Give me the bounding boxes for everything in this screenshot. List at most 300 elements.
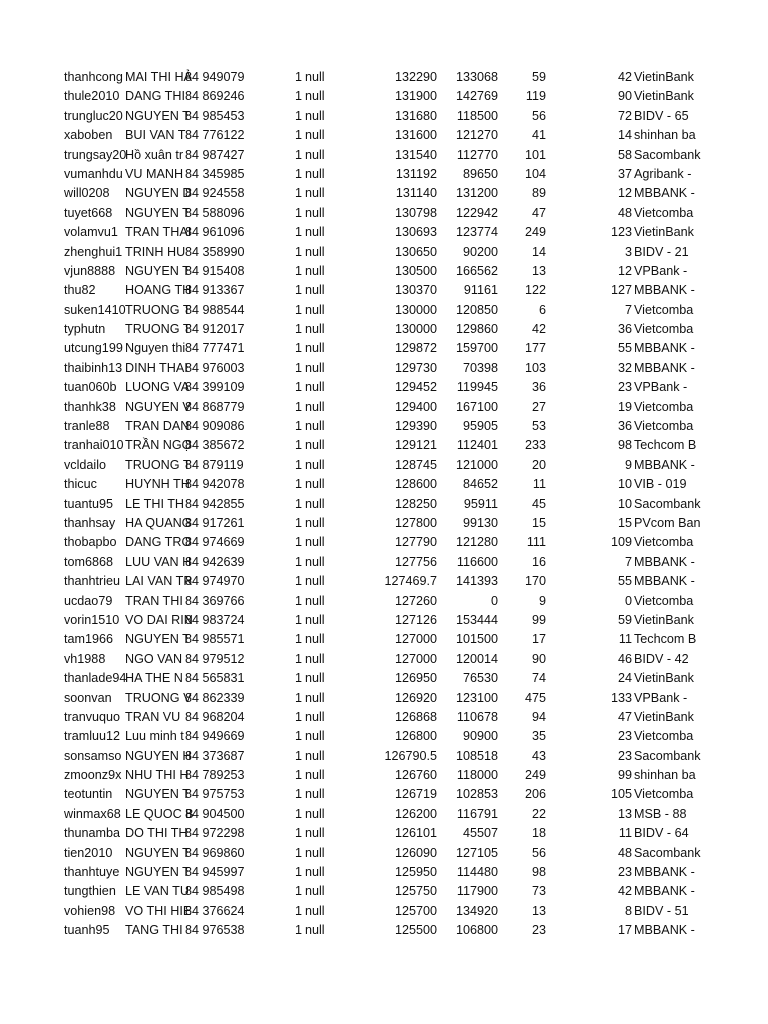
username-cell: xaboben — [64, 128, 113, 143]
count-cell: 1 — [294, 535, 302, 550]
username-cell: tranhai010 — [64, 438, 124, 453]
phone-cell: 84 399109 — [185, 380, 245, 395]
count-cell: 1 — [294, 205, 302, 220]
null-cell: null — [305, 438, 325, 453]
name-cell: HA THE N — [125, 671, 183, 686]
username-cell: thobapbo — [64, 535, 117, 550]
null-cell: null — [305, 787, 325, 802]
phone-cell: 84 949669 — [185, 729, 245, 744]
null-cell: null — [305, 108, 325, 123]
amount2-cell: 120014 — [455, 651, 498, 666]
count-cell: 1 — [294, 419, 302, 434]
quantity2-cell: 9 — [624, 457, 632, 472]
quantity-cell: 98 — [531, 865, 546, 880]
bank-cell: VIB - 019 — [634, 477, 687, 492]
amount2-cell: 70398 — [462, 360, 498, 375]
table-row — [0, 87, 768, 106]
quantity-cell: 23 — [531, 923, 546, 938]
bank-cell: Sacombank — [634, 845, 701, 860]
table-row — [0, 766, 768, 785]
amount-cell: 127000 — [394, 632, 437, 647]
table-row — [0, 146, 768, 165]
username-cell: thu82 — [64, 283, 96, 298]
table-row — [0, 495, 768, 514]
quantity-cell: 14 — [531, 244, 546, 259]
quantity2-cell: 42 — [617, 884, 632, 899]
amount-cell: 128600 — [394, 477, 437, 492]
amount-cell: 127800 — [394, 515, 437, 530]
name-cell: DANG THI — [125, 89, 185, 104]
phone-cell: 84 869246 — [185, 89, 245, 104]
table-row — [0, 630, 768, 649]
count-cell: 1 — [294, 128, 302, 143]
username-cell: thule2010 — [64, 89, 120, 104]
name-cell: LUONG VA — [125, 380, 190, 395]
bank-cell: MBBANK - — [634, 923, 695, 938]
null-cell: null — [305, 554, 325, 569]
username-cell: volamvu1 — [64, 225, 118, 240]
quantity-cell: 11 — [532, 477, 546, 492]
null-cell: null — [305, 380, 325, 395]
name-cell: NGUYEN T — [125, 845, 190, 860]
name-cell: TRINH HU — [125, 244, 186, 259]
phone-cell: 84 985571 — [185, 632, 245, 647]
null-cell: null — [305, 632, 325, 647]
count-cell: 1 — [294, 496, 302, 511]
username-cell: thanhsay — [64, 515, 116, 530]
quantity2-cell: 48 — [617, 845, 632, 860]
bank-cell: VietinBank — [634, 612, 694, 627]
count-cell: 1 — [294, 574, 302, 589]
quantity2-cell: 123 — [610, 225, 632, 240]
phone-cell: 84 961096 — [185, 225, 245, 240]
phone-cell: 84 588096 — [185, 205, 245, 220]
quantity2-cell: 127 — [610, 283, 632, 298]
bank-cell: BIDV - 64 — [634, 826, 689, 841]
phone-cell: 84 913367 — [185, 283, 245, 298]
quantity2-cell: 17 — [617, 923, 632, 938]
amount-cell: 130650 — [394, 244, 437, 259]
table-row — [0, 417, 768, 436]
bank-cell: BIDV - 65 — [634, 108, 689, 123]
table-row — [0, 456, 768, 475]
null-cell: null — [305, 612, 325, 627]
count-cell: 1 — [294, 438, 302, 453]
quantity-cell: 56 — [531, 845, 546, 860]
null-cell: null — [305, 225, 325, 240]
username-cell: vorin1510 — [64, 612, 120, 627]
null-cell: null — [305, 457, 325, 472]
count-cell: 1 — [294, 166, 302, 181]
count-cell: 1 — [294, 768, 302, 783]
bank-cell: Vietcomba — [634, 593, 694, 608]
amount2-cell: 90900 — [462, 729, 498, 744]
username-cell: tien2010 — [64, 845, 113, 860]
quantity-cell: 99 — [531, 612, 546, 627]
phone-cell: 84 968204 — [185, 709, 245, 724]
amount2-cell: 108518 — [455, 748, 498, 763]
name-cell: LE QUOC B — [125, 806, 194, 821]
phone-cell: 84 976003 — [185, 360, 245, 375]
quantity2-cell: 46 — [617, 651, 632, 666]
username-cell: trungsay20 — [64, 147, 127, 162]
phone-cell: 84 777471 — [185, 341, 245, 356]
table-row — [0, 514, 768, 533]
bank-cell: MBBANK - — [634, 554, 695, 569]
quantity2-cell: 133 — [610, 690, 632, 705]
table-row — [0, 921, 768, 940]
quantity-cell: 42 — [531, 322, 546, 337]
count-cell: 1 — [294, 89, 302, 104]
name-cell: VO DAI RIN — [125, 612, 193, 627]
quantity2-cell: 12 — [617, 186, 632, 201]
username-cell: utcung199 — [64, 341, 123, 356]
quantity2-cell: 36 — [617, 322, 632, 337]
phone-cell: 84 976538 — [185, 923, 245, 938]
amount2-cell: 89650 — [462, 166, 498, 181]
amount2-cell: 159700 — [455, 341, 498, 356]
count-cell: 1 — [294, 186, 302, 201]
amount2-cell: 91161 — [463, 283, 498, 298]
phone-cell: 84 358990 — [185, 244, 245, 259]
quantity-cell: 43 — [531, 748, 546, 763]
quantity2-cell: 55 — [617, 341, 632, 356]
phone-cell: 84 369766 — [185, 593, 245, 608]
amount-cell: 127260 — [394, 593, 437, 608]
name-cell: TRẦN NGỌ — [125, 438, 192, 453]
name-cell: HA QUANG — [125, 515, 192, 530]
username-cell: suken1410 — [64, 302, 126, 317]
quantity-cell: 47 — [531, 205, 546, 220]
count-cell: 1 — [294, 729, 302, 744]
quantity2-cell: 7 — [624, 554, 632, 569]
phone-cell: 84 942639 — [185, 554, 245, 569]
table-row — [0, 844, 768, 863]
count-cell: 1 — [294, 457, 302, 472]
quantity-cell: 17 — [531, 632, 546, 647]
bank-cell: MBBANK - — [634, 574, 695, 589]
bank-cell: MBBANK - — [634, 865, 695, 880]
null-cell: null — [305, 535, 325, 550]
null-cell: null — [305, 263, 325, 278]
table-row — [0, 785, 768, 804]
amount-cell: 130500 — [394, 263, 437, 278]
amount-cell: 126790.5 — [384, 748, 437, 763]
count-cell: 1 — [294, 748, 302, 763]
quantity-cell: 15 — [531, 515, 546, 530]
name-cell: TRAN THI — [125, 593, 183, 608]
table-row — [0, 184, 768, 203]
table-row — [0, 223, 768, 242]
table-row — [0, 126, 768, 145]
username-cell: teotuntin — [64, 787, 113, 802]
bank-cell: MBBANK - — [634, 341, 695, 356]
count-cell: 1 — [294, 477, 302, 492]
null-cell: null — [305, 826, 325, 841]
name-cell: TRAN VU — [125, 709, 181, 724]
quantity2-cell: 14 — [617, 128, 632, 143]
table-row — [0, 281, 768, 300]
null-cell: null — [305, 128, 325, 143]
amount2-cell: 45507 — [462, 826, 498, 841]
null-cell: null — [305, 70, 325, 84]
amount-cell: 131680 — [394, 108, 437, 123]
phone-cell: 84 985498 — [185, 884, 245, 899]
quantity2-cell: 42 — [617, 70, 632, 84]
name-cell: HUYNH TH — [125, 477, 190, 492]
amount-cell: 126950 — [394, 671, 437, 686]
quantity2-cell: 105 — [610, 787, 632, 802]
username-cell: thunamba — [64, 826, 121, 841]
amount2-cell: 114480 — [456, 865, 498, 880]
username-cell: tom6868 — [64, 554, 114, 569]
bank-cell: VietinBank — [634, 225, 694, 240]
count-cell: 1 — [294, 108, 302, 123]
amount2-cell: 118000 — [456, 768, 498, 783]
quantity2-cell: 109 — [610, 535, 632, 550]
bank-cell: BIDV - 21 — [634, 244, 689, 259]
name-cell: LAI VAN TR — [125, 574, 193, 589]
bank-cell: VPBank - — [634, 263, 688, 278]
username-cell: trungluc20 — [64, 108, 123, 123]
null-cell: null — [305, 496, 325, 511]
quantity2-cell: 24 — [617, 671, 632, 686]
phone-cell: 84 969860 — [185, 845, 245, 860]
username-cell: tuyet668 — [64, 205, 113, 220]
bank-cell: VPBank - — [634, 690, 688, 705]
amount-cell: 127469.7 — [384, 574, 437, 589]
phone-cell: 84 924558 — [185, 186, 245, 201]
quantity-cell: 74 — [531, 671, 546, 686]
amount-cell: 126760 — [394, 768, 437, 783]
phone-cell: 84 949079 — [185, 70, 245, 84]
table-row — [0, 243, 768, 262]
amount2-cell: 119945 — [456, 380, 498, 395]
amount2-cell: 142769 — [455, 89, 498, 104]
username-cell: thanhcong — [64, 70, 123, 84]
table-row — [0, 727, 768, 746]
quantity-cell: 104 — [524, 166, 546, 181]
table-row — [0, 320, 768, 339]
count-cell: 1 — [294, 263, 302, 278]
name-cell: NGUYEN T — [125, 632, 190, 647]
quantity-cell: 101 — [524, 147, 546, 162]
bank-cell: Sacombank — [634, 748, 701, 763]
name-cell: LE THI TH — [125, 496, 185, 511]
username-cell: vcldailo — [64, 457, 106, 472]
phone-cell: 84 376624 — [185, 903, 245, 918]
amount2-cell: 84652 — [462, 477, 498, 492]
null-cell: null — [305, 186, 325, 201]
phone-cell: 84 945997 — [185, 865, 245, 880]
quantity-cell: 13 — [531, 903, 546, 918]
bank-cell: MSB - 88 — [634, 806, 687, 821]
null-cell: null — [305, 147, 325, 162]
amount-cell: 128745 — [394, 457, 437, 472]
quantity-cell: 56 — [531, 108, 546, 123]
name-cell: NGUYEN T — [125, 263, 190, 278]
amount2-cell: 131200 — [455, 186, 498, 201]
username-cell: tuantu95 — [64, 496, 114, 511]
count-cell: 1 — [294, 593, 302, 608]
null-cell: null — [305, 419, 325, 434]
amount2-cell: 167100 — [455, 399, 498, 414]
quantity-cell: 6 — [538, 302, 546, 317]
null-cell: null — [305, 205, 325, 220]
bank-cell: BIDV - 42 — [634, 651, 689, 666]
quantity-cell: 90 — [531, 651, 546, 666]
quantity2-cell: 32 — [617, 360, 632, 375]
bank-cell: MBBANK - — [634, 884, 695, 899]
table-row — [0, 204, 768, 223]
table-row — [0, 553, 768, 572]
table-row — [0, 708, 768, 727]
amount2-cell: 118500 — [456, 108, 498, 123]
username-cell: tungthien — [64, 884, 116, 899]
username-cell: will0208 — [64, 186, 110, 201]
name-cell: Nguyen thi — [125, 341, 186, 356]
username-cell: tramluu12 — [64, 729, 121, 744]
quantity-cell: 59 — [531, 70, 546, 84]
spreadsheet-table — [0, 68, 768, 941]
table-row — [0, 863, 768, 882]
bank-cell: Vietcomba — [634, 787, 694, 802]
name-cell: NGUYEN T — [125, 865, 190, 880]
null-cell: null — [305, 399, 325, 414]
quantity2-cell: 11 — [618, 826, 632, 841]
username-cell: thicuc — [64, 477, 97, 492]
name-cell: NGUYEN T — [125, 787, 190, 802]
bank-cell: Sacombank — [634, 496, 701, 511]
count-cell: 1 — [294, 671, 302, 686]
quantity2-cell: 58 — [617, 147, 632, 162]
amount-cell: 131140 — [395, 186, 437, 201]
bank-cell: Vietcomba — [634, 419, 694, 434]
amount2-cell: 101500 — [455, 632, 498, 647]
amount2-cell: 95905 — [462, 419, 498, 434]
null-cell: null — [305, 302, 325, 317]
amount2-cell: 112770 — [456, 147, 498, 162]
quantity2-cell: 12 — [617, 263, 632, 278]
quantity2-cell: 13 — [617, 806, 632, 821]
bank-cell: Agribank - — [634, 166, 692, 181]
amount-cell: 128250 — [394, 496, 437, 511]
phone-cell: 84 345985 — [185, 166, 245, 181]
phone-cell: 84 972298 — [185, 826, 245, 841]
amount-cell: 126200 — [394, 806, 437, 821]
name-cell: NHU THI H — [125, 768, 189, 783]
phone-cell: 84 915408 — [185, 263, 245, 278]
phone-cell: 84 789253 — [185, 768, 245, 783]
phone-cell: 84 974970 — [185, 574, 245, 589]
username-cell: soonvan — [64, 690, 112, 705]
null-cell: null — [305, 166, 325, 181]
null-cell: null — [305, 89, 325, 104]
bank-cell: Vietcomba — [634, 205, 694, 220]
bank-cell: Vietcomba — [634, 535, 694, 550]
quantity-cell: 9 — [538, 593, 546, 608]
username-cell: zmoonz9x — [64, 768, 122, 783]
count-cell: 1 — [294, 884, 302, 899]
amount2-cell: 121270 — [455, 128, 498, 143]
phone-cell: 84 979512 — [185, 651, 245, 666]
username-cell: tranle88 — [64, 419, 110, 434]
table-row — [0, 650, 768, 669]
amount2-cell: 153444 — [455, 612, 498, 627]
table-row — [0, 262, 768, 281]
name-cell: VU MANH — [125, 166, 184, 181]
null-cell: null — [305, 515, 325, 530]
amount-cell: 129390 — [394, 419, 437, 434]
count-cell: 1 — [294, 709, 302, 724]
phone-cell: 84 904500 — [185, 806, 245, 821]
bank-cell: Techcom B — [634, 632, 697, 647]
count-cell: 1 — [294, 787, 302, 802]
username-cell: vh1988 — [64, 651, 106, 666]
null-cell: null — [305, 651, 325, 666]
amount-cell: 130693 — [394, 225, 437, 240]
quantity2-cell: 98 — [617, 438, 632, 453]
amount-cell: 126868 — [394, 709, 437, 724]
quantity-cell: 206 — [524, 787, 546, 802]
amount-cell: 129730 — [394, 360, 437, 375]
table-row — [0, 436, 768, 455]
phone-cell: 84 917261 — [185, 515, 245, 530]
null-cell: null — [305, 593, 325, 608]
bank-cell: VietinBank — [634, 89, 694, 104]
quantity2-cell: 23 — [617, 729, 632, 744]
amount-cell: 130370 — [394, 283, 437, 298]
quantity-cell: 22 — [531, 806, 546, 821]
quantity-cell: 73 — [531, 884, 546, 899]
name-cell: NGUYEN T — [125, 205, 190, 220]
phone-cell: 84 879119 — [185, 457, 244, 472]
table-row — [0, 107, 768, 126]
phone-cell: 84 988544 — [185, 302, 245, 317]
bank-cell: PVcom Ban — [634, 515, 701, 530]
name-cell: NGUYEN T — [125, 108, 190, 123]
quantity-cell: 45 — [531, 496, 546, 511]
amount2-cell: 110678 — [456, 709, 498, 724]
name-cell: LUU VAN H — [125, 554, 192, 569]
count-cell: 1 — [294, 826, 302, 841]
bank-cell: Techcom B — [634, 438, 697, 453]
amount-cell: 125700 — [394, 903, 437, 918]
count-cell: 1 — [294, 923, 302, 938]
table-row — [0, 572, 768, 591]
quantity-cell: 36 — [531, 380, 546, 395]
username-cell: thanhtuye — [64, 865, 120, 880]
null-cell: null — [305, 748, 325, 763]
amount2-cell: 127105 — [455, 845, 498, 860]
amount-cell: 126101 — [394, 826, 437, 841]
count-cell: 1 — [294, 244, 302, 259]
quantity-cell: 119 — [525, 89, 546, 104]
name-cell: LE VAN TU — [125, 884, 189, 899]
name-cell: TRUONG T — [125, 322, 191, 337]
quantity-cell: 20 — [531, 457, 546, 472]
null-cell: null — [305, 341, 325, 356]
username-cell: zhenghui1 — [64, 244, 123, 259]
name-cell: DANG TRO — [125, 535, 192, 550]
quantity-cell: 18 — [531, 826, 546, 841]
phone-cell: 84 776122 — [185, 128, 245, 143]
table-row — [0, 378, 768, 397]
amount-cell: 132290 — [394, 70, 437, 84]
amount-cell: 129400 — [394, 399, 437, 414]
username-cell: ucdao79 — [64, 593, 113, 608]
count-cell: 1 — [294, 865, 302, 880]
